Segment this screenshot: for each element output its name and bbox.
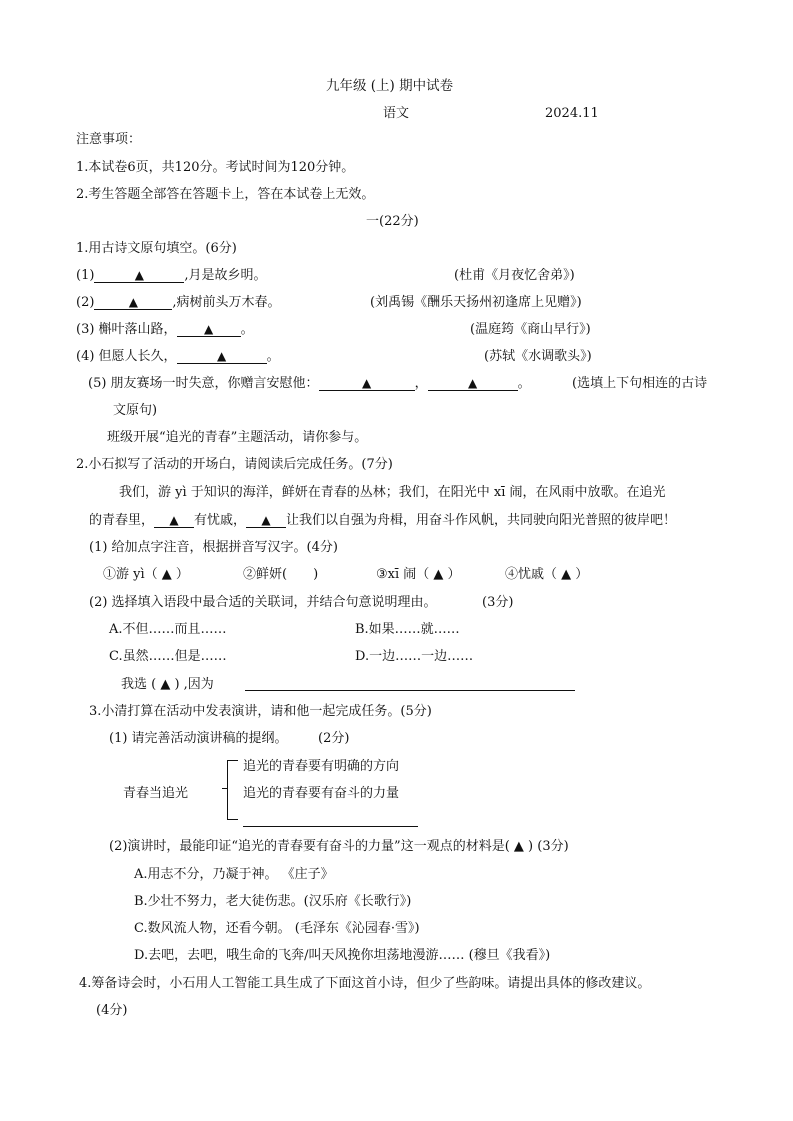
q3-sub1-title: (1) 请完善活动演讲稿的提纲。 (109, 731, 288, 746)
outline-branch-2: 追光的青春要有奋斗的力量 (243, 786, 400, 801)
q2-item-a: ①游 yì（ ▲ ） (103, 567, 189, 582)
q1-line-3: (3) 槲叶落山路， ▲ 。 (76, 322, 254, 337)
q2-item-b: ②鲜妍( ) (243, 567, 319, 582)
answer-blank[interactable]: ▲ (177, 349, 267, 364)
subject-label: 语文 (383, 106, 410, 121)
q2-item-c: ③xī 闹（ ▲ ） (376, 567, 461, 582)
q1-source-2: (刘禹锡《酬乐天扬州初逢席上见赠》) (370, 295, 582, 310)
answer-blank[interactable]: ▲ (319, 376, 415, 391)
q2-option-b: B.如果……就…… (355, 622, 460, 637)
q2-option-d: D.一边……一边…… (355, 649, 474, 664)
outline-brace (227, 760, 238, 820)
section-label: 一(22分) (366, 214, 419, 229)
outline-brace-tip (222, 788, 228, 789)
q1-source-1: (杜甫《月夜忆舍弟》) (454, 268, 575, 283)
q1-title: 1.用古诗文原句填空。(6分) (76, 241, 237, 256)
q2-passage-2: 的青春里， ▲ 有忧戚， ▲ 让我们以自强为舟楫，用奋斗作风帆，共同驶向阳光普照的彼岸吧！ (89, 513, 677, 528)
answer-blank[interactable]: ▲ (246, 513, 286, 528)
q2-sub1-title: (1) 给加点字注音，根据拼音写汉字。(4分) (89, 540, 338, 555)
q1-line-5: (5) 朋友赛场一时失意，你赠言安慰他： ▲ ， ▲ 。 (88, 376, 531, 391)
exam-date: 2024.11 (545, 106, 599, 121)
answer-blank[interactable]: ▲ (94, 268, 184, 283)
q1-source-4: (苏轼《水调歌头》) (484, 349, 592, 364)
activity-intro: 班级开展“追光的青春”主题活动，请你参与。 (107, 430, 368, 445)
answer-blank[interactable]: ▲ (177, 322, 241, 337)
outline-branch-1: 追光的青春要有明确的方向 (243, 759, 400, 774)
outline-root: 青春当追光 (123, 786, 189, 801)
q3-option-b: B.少壮不努力，老大徒伤悲。(汉乐府《长歌行》) (134, 894, 412, 909)
q2-item-d: ④忧戚（ ▲ ） (505, 567, 589, 582)
answer-blank[interactable]: ▲ (94, 295, 172, 310)
q3-sub2-title: (2)演讲时，最能印证“追光的青春要有奋斗的力量”这一观点的材料是( ▲ ) (3分) (109, 839, 569, 854)
q1-line-4: (4) 但愿人长久， ▲ 。 (76, 349, 280, 364)
q1-source-3: (温庭筠《商山早行》) (470, 322, 591, 337)
notice-item-1: 1.本试卷6页，共120分。考试时间为120分钟。 (76, 160, 355, 175)
q2-answer-line[interactable] (245, 689, 575, 691)
notice-item-2: 2.考生答题全部答在答题卡上，答在本试卷上无效。 (76, 187, 375, 202)
q3-option-a: A.用志不分，乃凝于神。 《庄子》 (134, 867, 334, 882)
q3-sub1-score: (2分) (318, 731, 350, 746)
q2-option-a: A.不但……而且…… (109, 622, 227, 637)
q2-passage-1: 我们，游 yì 于知识的海洋，鲜妍在青春的丛林；我们，在阳光中 xī 闹，在风雨中放歌。在追光 (119, 485, 666, 500)
outline-branch-3-blank[interactable] (243, 825, 418, 827)
q1-line-1: (1) ▲ ,月是故乡明。 (76, 268, 267, 283)
q3-option-d: D.去吧，去吧，哦生命的飞奔/叫天风挽你坦荡地漫游…… (穆旦《我看》) (134, 948, 551, 963)
q1-line-2: (2) ▲ ,病树前头万木春。 (76, 295, 281, 310)
answer-blank[interactable]: ▲ (428, 376, 518, 391)
q1-note: (选填上下句相连的古诗 (572, 376, 708, 391)
q3-title: 3.小清打算在活动中发表演讲，请和他一起完成任务。(5分) (89, 704, 432, 719)
q2-sub2-title: (2) 选择填入语段中最合适的关联词，并结合句意说明理由。 (89, 595, 437, 610)
q1-note-cont: 文原句) (113, 403, 158, 418)
q2-title: 2.小石拟写了活动的开场白，请阅读后完成任务。(7分) (76, 457, 393, 472)
q3-option-c: C.数风流人物，还看今朝。 (毛泽东《沁园春·雪》) (134, 921, 420, 936)
notice-heading: 注意事项： (76, 132, 142, 147)
answer-blank[interactable]: ▲ (154, 513, 194, 528)
q2-option-c: C.虽然……但是…… (109, 649, 227, 664)
exam-title: 九年级 (上) 期中试卷 (326, 78, 454, 94)
q4-title: 4.筹备诗会时，小石用人工智能工具生成了下面这首小诗，但少了些韵味。请提出具体的修改建议。 (79, 976, 651, 991)
q4-score: (4分) (96, 1003, 128, 1018)
q2-answer-prompt: 我选 ( ▲ ) ,因为 (121, 677, 214, 692)
q2-sub2-score: (3分) (482, 595, 514, 610)
